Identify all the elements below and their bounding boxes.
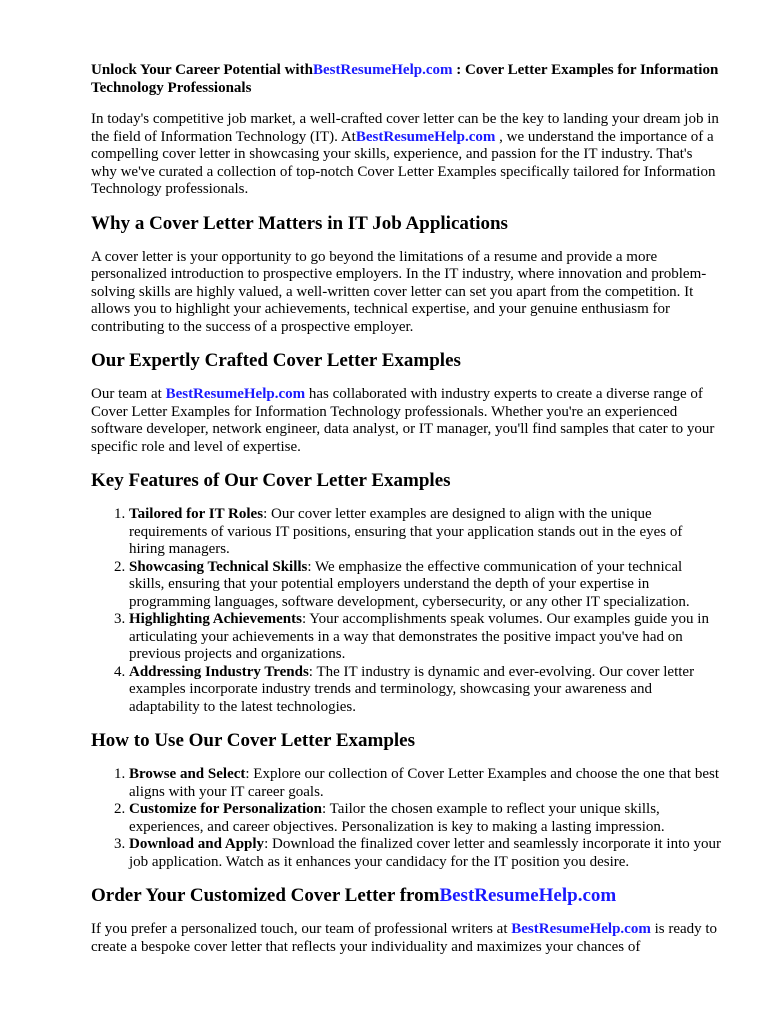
- order-text-tail: is ready to create a bespoke cover letter that reflects your individuality and maximizes your chances of: [91, 921, 718, 955]
- order-heading: [91, 885, 721, 907]
- list-item-title: Customize for Personalization: [129, 801, 323, 817]
- title-text-tail: : Cover Letter Examples for Information Technology Professionals: [91, 62, 719, 96]
- intro-link[interactable]: BestResumeHelp.com: [355, 128, 496, 145]
- why-paragraph: A cover letter is your opportunity to go beyond the limitations of a resume and provide a more personalized introduction to prospective employers. In the IT industry, where innovation and problem-solving skills are highly valued, a well-written cover letter can set you apart from the competition. It allows you to highlight your achievements, technical expertise, and your genuine enthusiasm for contributing to the success of a prospective employer.: [91, 248, 707, 335]
- list-item: [129, 766, 721, 801]
- list-item-title: Download and Apply: [129, 836, 265, 852]
- list-item-text: : Your accomplishments speak volumes. Our examples guide you in articulating your achievements in a way that demonstrates the positive impact you've had on previous projects and organizations.: [129, 611, 709, 662]
- list-item-title: Tailored for IT Roles: [129, 506, 264, 522]
- howto-heading: How to Use Our Cover Letter Examples: [91, 730, 416, 751]
- list-item-text: : The IT industry is dynamic and ever-evolving. Our cover letter examples incorporate industry trends and terminology, showcasing your awareness and adaptability to the latest technologies.: [129, 663, 695, 715]
- howto-list: [91, 766, 721, 871]
- list-item-text: : Our cover letter examples are designed to align with the unique requirements of various IT positions, ensuring that your application stands out in the eyes of hiring managers.: [129, 506, 683, 557]
- list-item-title: Highlighting Achievements: [129, 611, 302, 627]
- list-item: [129, 836, 721, 871]
- list-item-title: Browse and Select: [129, 766, 246, 782]
- intro-text: In today's competitive job market, a well-crafted cover letter can be the key to landing your dream job in the field of Information Technology (IT). At: [91, 111, 719, 145]
- order-paragraph: [91, 921, 721, 956]
- list-item-text: : Explore our collection of Cover Letter Examples and choose the one that best aligns with your IT career goals.: [129, 766, 719, 800]
- document-content: [91, 62, 721, 968]
- expert-link[interactable]: BestResumeHelp.com: [165, 386, 306, 402]
- page-title: [91, 62, 721, 97]
- intro-text-tail: , we understand the importance of a compelling cover letter in showcasing your skills, experience, and passion for the IT industry. That's why we've curated a collection of top-notch Cover Letter Examples specifically tailored for Information Technology professionals.: [91, 128, 716, 197]
- list-item-text: : We emphasize the effective communication of your technical skills, ensuring that your potential employers understand the depth of your expertise in programming languages, software development, cybersecurity, or any other IT specialization.: [129, 558, 690, 610]
- expert-heading: Our Expertly Crafted Cover Letter Examples: [91, 350, 461, 371]
- title-text: Unlock Your Career Potential with: [91, 62, 313, 78]
- why-heading: Why a Cover Letter Matters in IT Job Applications: [91, 212, 508, 234]
- list-item: [129, 559, 721, 612]
- order-link[interactable]: BestResumeHelp.com: [511, 921, 651, 937]
- features-heading: Key Features of Our Cover Letter Examples: [91, 470, 451, 491]
- list-item: [129, 611, 721, 664]
- list-item-text: : Download the finalized cover letter and seamlessly incorporate it into your job application. Watch as it enhances your candidacy for the IT position you desire.: [129, 836, 721, 870]
- list-item-title: Addressing Industry Trends: [129, 663, 309, 680]
- list-item-text: : Tailor the chosen example to reflect your unique skills, experiences, and career objectives. Personalization is key to making a lasting impression.: [129, 801, 665, 835]
- title-link[interactable]: BestResumeHelp.com: [312, 62, 453, 78]
- list-item-title: Showcasing Technical Skills: [129, 558, 308, 575]
- list-item: [129, 801, 721, 836]
- list-item: [129, 664, 721, 717]
- expert-text: Our team at: [91, 386, 166, 402]
- expert-paragraph: [91, 386, 721, 456]
- features-list: [91, 506, 721, 716]
- list-item: [129, 506, 721, 559]
- expert-text-tail: has collaborated with industry experts to create a diverse range of Cover Letter Examples for Information Technology professionals. Whether you're an experienced software developer, network engineer, data analyst, or IT manager, you'll find samples that cater to your specific role and level of expertise.: [91, 386, 715, 455]
- order-text: If you prefer a personalized touch, our team of professional writers at: [91, 921, 512, 937]
- order-heading-link[interactable]: BestResumeHelp.com: [439, 885, 617, 906]
- intro-paragraph: [91, 111, 721, 199]
- order-heading-text: Order Your Customized Cover Letter from: [91, 885, 440, 906]
